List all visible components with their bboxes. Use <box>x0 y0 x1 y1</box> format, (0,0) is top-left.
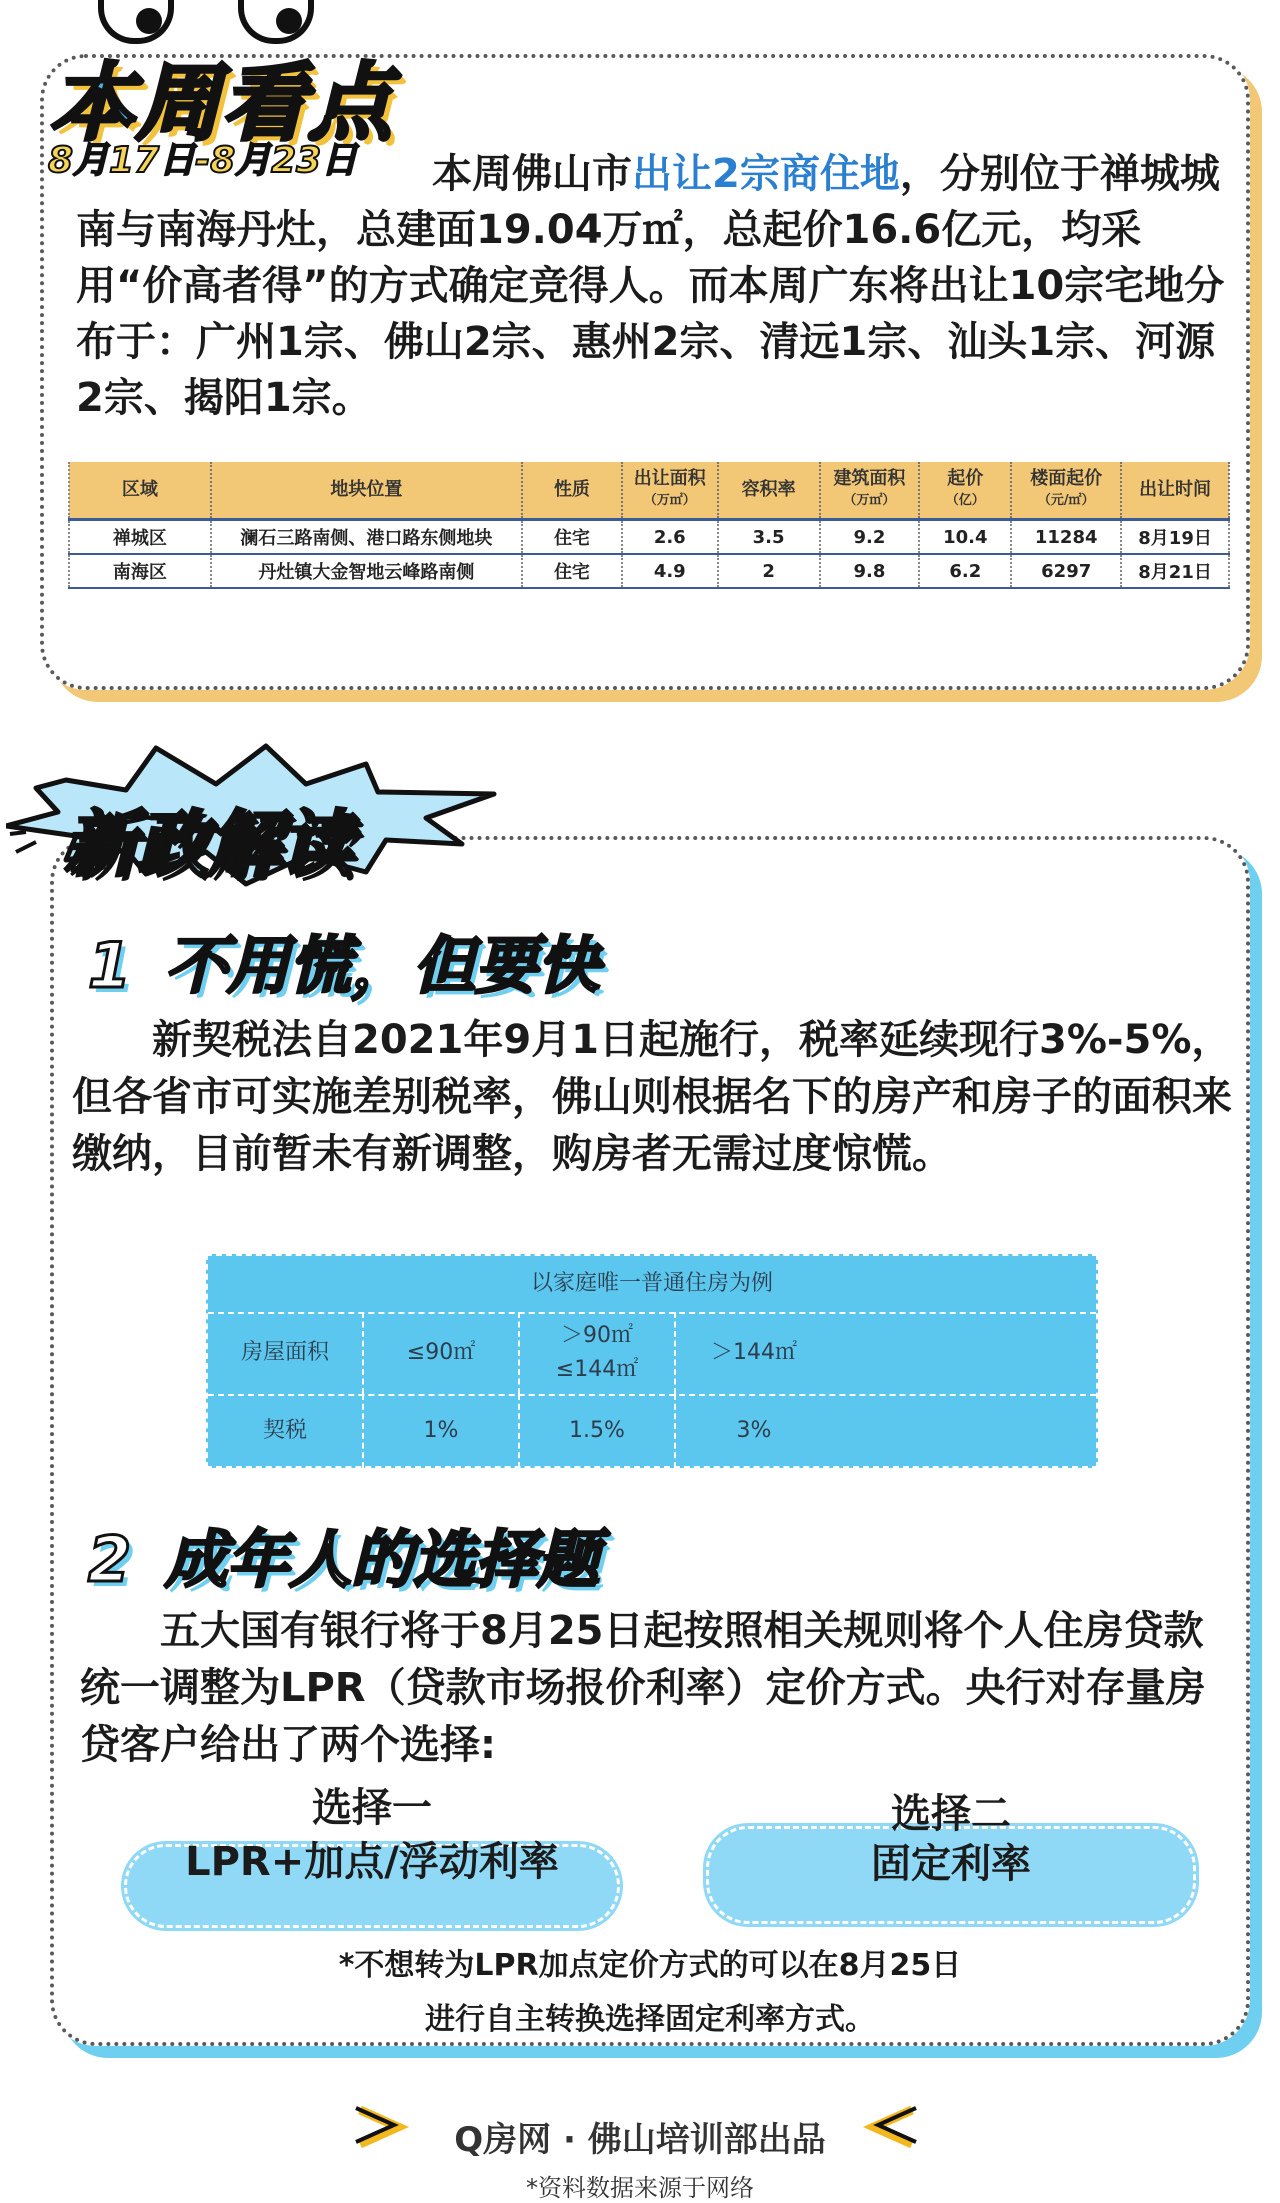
policy-title: 新政解读 <box>64 802 353 886</box>
footnote-line2: 进行自主转换选择固定利率方式。 <box>425 2002 875 2037</box>
weekly-title: 本周看点 <box>50 54 395 152</box>
col-sale-date: 出让时间 <box>1121 462 1229 520</box>
table-row: 南海区 丹灶镇大金智地云峰路南侧 住宅 4.9 2 9.8 6.2 6297 8月21日 <box>69 554 1229 588</box>
choice-b-value: 固定利率 <box>871 1841 1031 1887</box>
tax-row-area <box>208 1312 1096 1396</box>
section2-title: 成年人的选择题 <box>165 1523 600 1596</box>
intro-rest: ，分别位于禅城城南与南海丹灶，总建面19.04万㎡，总起价16.6亿元，均采用“价高者得”的方式确定竞得人。而本周广东将出让10宗宅地分布于：广州1宗、佛山2宗、惠州2宗、清远1宗、汕头1宗、河源2宗、揭阳1宗。 <box>76 151 1225 421</box>
section2-number: 2 <box>88 1523 132 1596</box>
col-location: 地块位置 <box>211 462 522 520</box>
tax-cell: 1% <box>364 1394 520 1468</box>
col-floor-area: 建筑面积 （万㎡） <box>820 462 920 520</box>
tax-table-caption: 以家庭唯一普通住房为例 <box>208 1256 1096 1314</box>
section1-number: 1 <box>88 929 132 1002</box>
tax-cell: 1.5% <box>520 1394 676 1468</box>
tax-row-rate <box>208 1394 1096 1468</box>
footer-credit: Q房网 · 佛山培训部出品 <box>454 2120 826 2160</box>
tax-cell-label: 房屋面积 <box>208 1312 364 1394</box>
col-type: 性质 <box>522 462 622 520</box>
footnote-line1: *不想转为LPR加点定价方式的可以在8月25日 <box>338 1948 962 1983</box>
land-table-header <box>69 462 1229 520</box>
section1-title: 不用慌，但要快 <box>165 929 600 1002</box>
table-row: 禅城区 澜石三路南侧、港口路东侧地块 住宅 2.6 3.5 9.2 10.4 11284 8月19日 <box>69 520 1229 555</box>
intro-highlight: 出让2宗商住地 <box>632 151 900 197</box>
col-site-area: 出让面积 （万㎡） <box>622 462 718 520</box>
intro-lead: 本周佛山市 <box>432 151 632 197</box>
land-sale-table <box>68 462 1230 589</box>
weekly-intro-paragraph <box>76 146 1226 426</box>
tax-cell: ＞144㎡ <box>711 1340 797 1365</box>
chevron-left-icon <box>860 2104 920 2150</box>
tax-cell: 3% <box>736 1418 772 1443</box>
choice-a-value: LPR+加点/浮动利率 <box>185 1839 559 1885</box>
col-start-price: 起价 （亿） <box>919 462 1011 520</box>
deed-tax-table <box>206 1254 1098 1468</box>
section2-body: 五大国有银行将于8月25日起按照相关规则将个人住房贷款统一调整为LPR（贷款市场报价利率）定价方式。央行对存量房贷客户给出了两个选择: <box>80 1608 1206 1768</box>
choice-a-title: 选择一 <box>312 1785 432 1831</box>
tax-cell-label: 契税 <box>208 1394 364 1468</box>
section1-body: 新契税法自2021年9月1日起施行，税率延续现行3%-5%，但各省市可实施差别税率，佛山则根据名下的房产和房子的面积来缴纳，目前暂未有新调整，购房者无需过度惊慌。 <box>72 1017 1232 1177</box>
col-floor-price: 楼面起价 （元/㎡） <box>1011 462 1121 520</box>
section2-heading <box>88 1510 599 1599</box>
section1-heading <box>88 916 599 1005</box>
date-range: 8月17日-8月23日 <box>48 140 358 181</box>
col-region: 区域 <box>69 462 211 520</box>
data-source-note: *资料数据来源于网络 <box>526 2174 754 2202</box>
col-plot-ratio: 容积率 <box>718 462 820 520</box>
tax-cell: ＞90㎡ ≤144㎡ <box>520 1312 676 1394</box>
tax-cell: ≤90㎡ <box>364 1312 520 1394</box>
choice-b-title: 选择二 <box>891 1791 1011 1837</box>
